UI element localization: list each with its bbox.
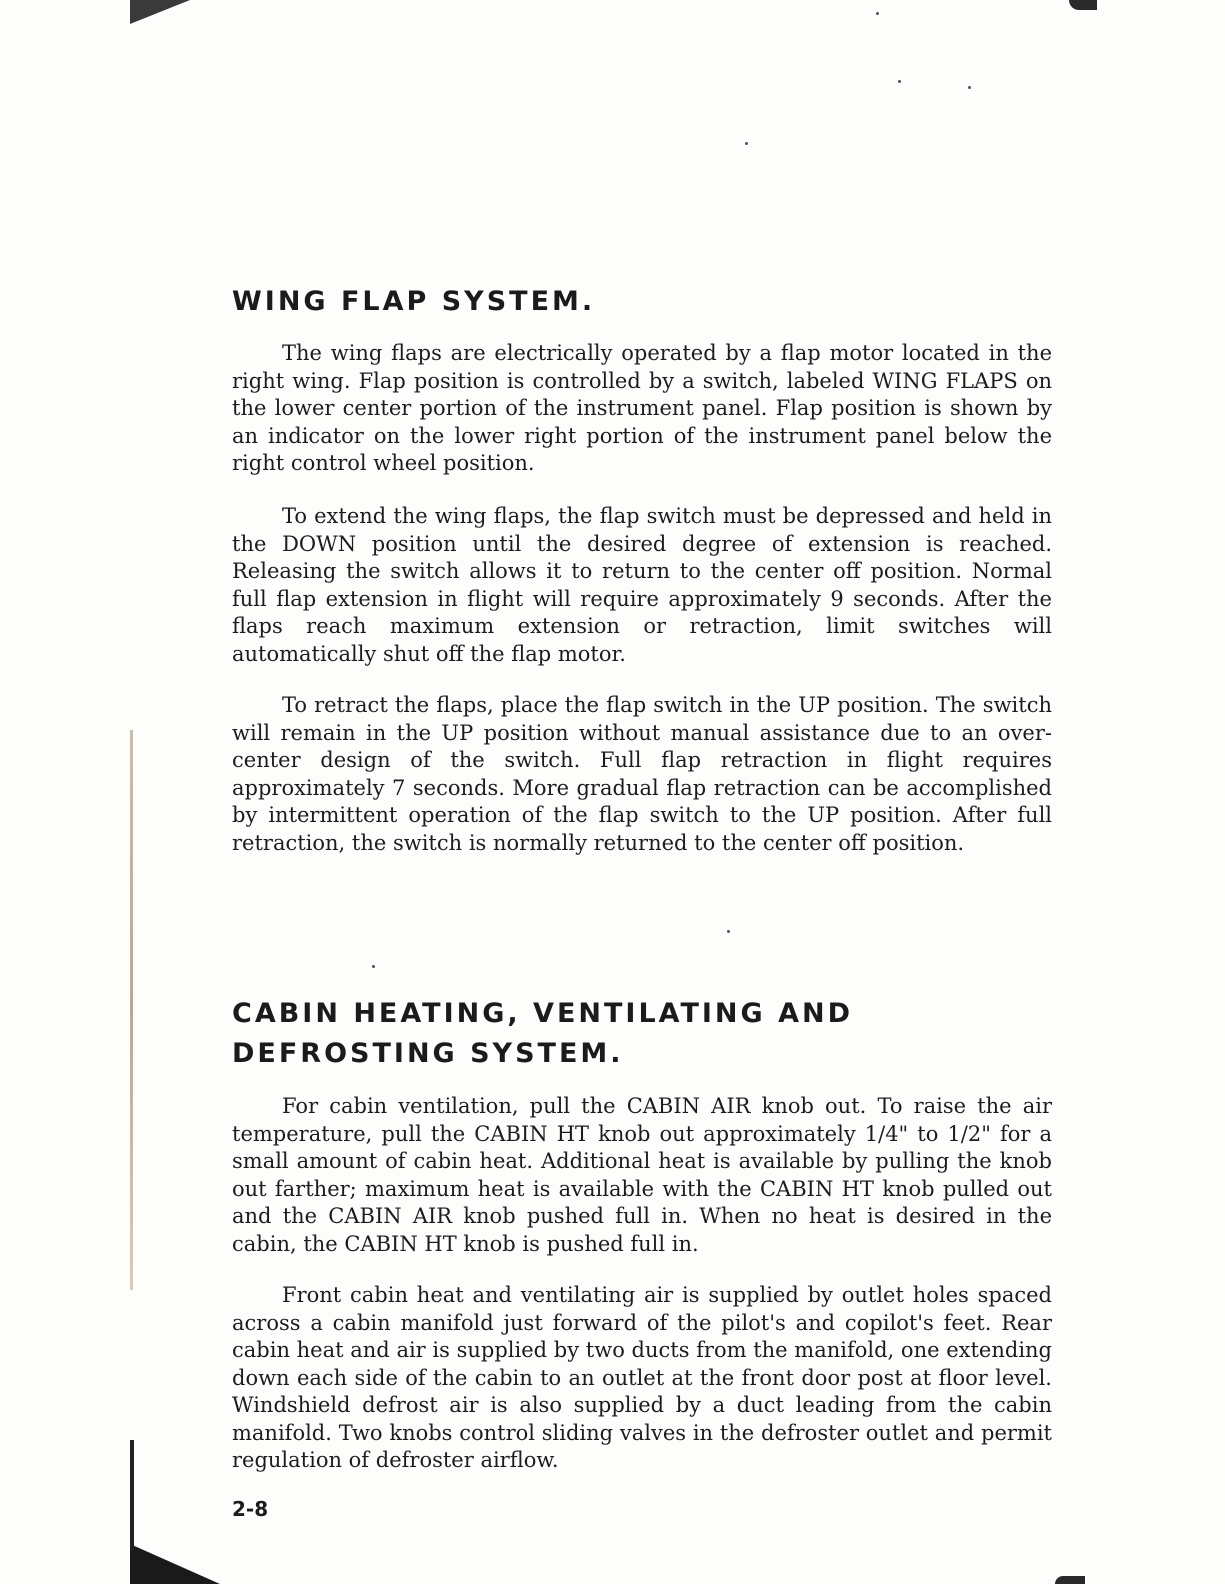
- section-heading-wing-flap: WING FLAP SYSTEM.: [232, 286, 596, 317]
- scan-corner-artifact: [1055, 1576, 1085, 1584]
- scan-speck: [727, 930, 730, 933]
- scan-corner-artifact: [1069, 0, 1097, 10]
- page-number: 2-8: [232, 1497, 269, 1521]
- section-heading-cabin-heating: CABIN HEATING, VENTILATING AND DEFROSTING SYSTEM.: [232, 998, 853, 1069]
- scan-speck: [898, 80, 901, 83]
- paragraph: The wing flaps are electrically operated by a flap motor located in the right wing. Flap position is controlled by a switch, labeled WING FLAPS on the lower center portion of the instrument panel. Flap position is shown by an indicator on the lower right portion of the instrument panel below the right control wheel position.: [232, 341, 1052, 475]
- scan-speck: [745, 142, 748, 145]
- scan-speck: [876, 12, 879, 15]
- scan-speck: [968, 86, 971, 89]
- page-binding-edge: [130, 1440, 134, 1550]
- paragraph: To extend the wing flaps, the flap switch must be depressed and held in the DOWN position until the desired degree of extension is reached. Releasing the switch allows it to return to the center off position. Normal full flap extension in flight will require approximately 9 seconds. After the flaps reach maximum extension or retraction, limit switches will automatically shut off the flap motor.: [232, 504, 1052, 666]
- scan-speck: [372, 965, 375, 968]
- page-binding-edge: [130, 730, 133, 1290]
- paragraph: For cabin ventilation, pull the CABIN AIR knob out. To raise the air temperature, pull the CABIN HT knob out approximately 1/4" to 1/2" for a small amount of cabin heat. Additional heat is available by pulling the knob out farther; maximum heat is available with the CABIN HT knob pulled out and the CABIN AIR knob pushed full in. When no heat is desired in the cabin, the CABIN HT knob is pushed full in.: [232, 1094, 1052, 1256]
- scan-corner-artifact: [130, 0, 190, 24]
- scan-corner-artifact: [130, 1544, 220, 1584]
- paragraph: Front cabin heat and ventilating air is supplied by outlet holes spaced across a cabin manifold just forward of the pilot's and copilot's feet. Rear cabin heat and air is supplied by two ducts from the manifold, one extending down each side of the cabin to an outlet at the front door post at floor level. Windshield defrost air is also supplied by a duct leading from the cabin manifold. Two knobs control sliding valves in the defroster outlet and permit regulation of defroster airflow.: [232, 1283, 1052, 1472]
- paragraph: To retract the flaps, place the flap switch in the UP position. The switch will remain in the UP position without manual assistance due to an over-center design of the switch. Full flap retraction in flight requires approximately 7 seconds. More gradual flap retraction can be accomplished by intermittent operation of the flap switch to the UP position. After full retraction, the switch is normally returned to the center off position.: [232, 693, 1052, 855]
